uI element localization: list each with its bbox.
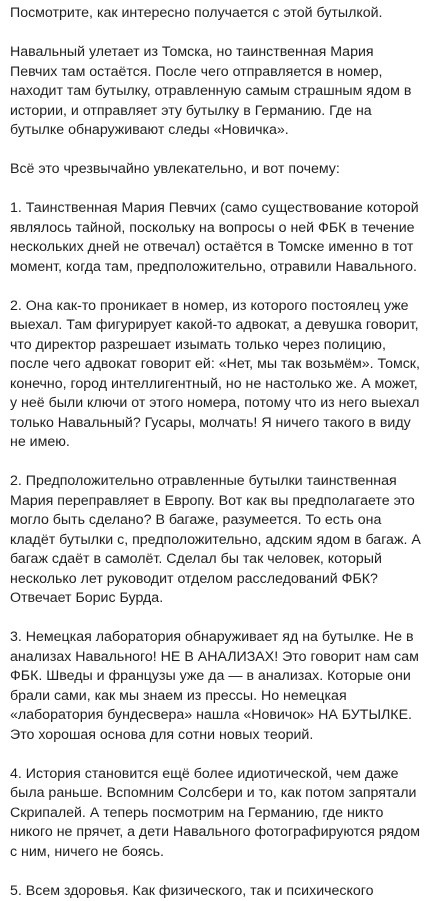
post-intro: Посмотрите, как интересно получается с этой бутылкой.	[10, 4, 421, 24]
post-point-5: 5. Всем здоровья. Как физического, так и психического	[10, 882, 421, 901]
post-point-4: 4. История становится ещё более идиотической, чем даже была раньше. Вспомним Солсбери и то, как потом запрятали Скрипалей. А теперь посмотрим на Германию, где никто никого не прячет, а дети Навального фотографируются рядом с ним, ничего не боясь.	[10, 765, 421, 863]
post-paragraph: Навальный улетает из Томска, но таинственная Мария Певчих там остаётся. После чего отправляется в номер, находит там бутылку, отравленную самым страшным ядом в истории, и отправляет эту бутылку в Германию. Где на бутылке обнаруживают следы «Новичка».	[10, 43, 421, 141]
post-point-3: 3. Немецкая лаборатория обнаруживает яд на бутылке. Не в анализах Навального! НЕ В АНАЛИЗАХ! Это говорит нам сам ФБК. Шведы и французы уже да — в анализах. Которые они брали сами, как мы знаем из прессы. Но немецкая «лаборатория бундесвера» нашла «Новичок» НА БУТЫЛКЕ. Это хорошая основа для сотни новых теорий.	[10, 628, 421, 745]
post-point-1: 1. Таинственная Мария Певчих (само существование которой являлось тайной, поскольку на вопросы о ней ФБК в течение нескольких дней не отвечал) остаётся в Томске именно в тот момент, когда там, предположительно, отравили Навального.	[10, 199, 421, 277]
post-point-2a: 2. Она как-то проникает в номер, из которого постоялец уже выехал. Там фигурирует какой-то адвокат, а девушка говорит, что директор разрешает изымать только через полицию, после чего адвокат говорит ей: «Нет, мы так возьмём». Томск, конечно, город интеллигентный, но не настолько же. А может, у неё были ключи от этого номера, потому что из него выехал только Навальный? Гусары, молчать! Я ничего такого в виду не имею.	[10, 297, 421, 453]
post-point-2b: 2. Предположительно отравленные бутылки таинственная Мария переправляет в Европу. Вот как вы предполагаете это могло быть сделано? В багаже, разумеется. То есть она кладёт бутылки с, предположительно, адским ядом в багаж. А багаж сдаёт в самолёт. Сделал бы так человек, который несколько лет руководит отделом расследований ФБК? Отвечает Борис Бурда.	[10, 472, 421, 609]
post-paragraph: Всё это чрезвычайно увлекательно, и вот почему:	[10, 160, 421, 180]
